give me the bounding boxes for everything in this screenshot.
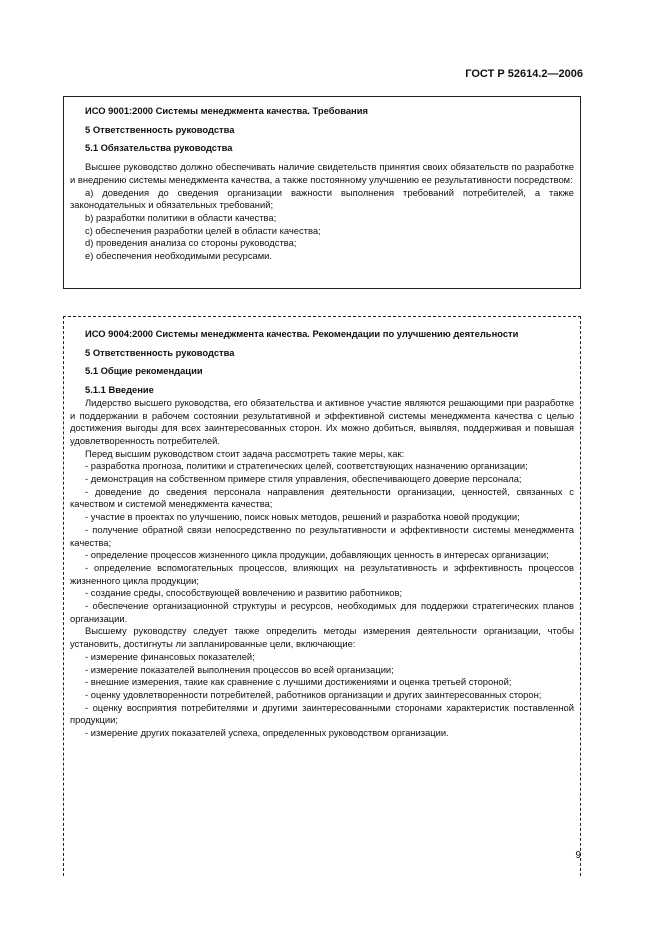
box1-section-heading: 5 Ответственность руководства <box>85 123 235 135</box>
box2-paragraph-measures-intro: Перед высшим руководством стоит задача рассмотреть такие меры, как: <box>85 447 405 459</box>
measure-item: - определение вспомогательных процессов, влияющих на результативность и эффективность процессов жизненного цикла продукции; <box>70 561 574 586</box>
box2-paragraph-methods-intro: Высшему руководству следует также определить методы измерения деятельности организации, чтобы установить, достигнуты ли запланированные цели, включающие: <box>70 625 574 650</box>
box2-section-heading: 5 Ответственность руководства <box>85 346 235 358</box>
method-item: - оценку удовлетворенности потребителей, работников организации и других заинтересованных сторон; <box>85 688 542 700</box>
box2-title: ИСО 9004:2000 Системы менеджмента качества. Рекомендации по улучшению деятельности <box>85 328 519 339</box>
method-item: - измерение показателей выполнения процессов во всей организации; <box>85 663 394 675</box>
box2-subsection-heading: 5.1 Общие рекомендации <box>85 365 203 377</box>
box1-title: ИСО 9001:2000 Системы менеджмента качества. Требования <box>85 105 368 116</box>
measure-item: - определение процессов жизненного цикла продукции, добавляющих ценность в интересах организации; <box>85 549 549 561</box>
box1-item-c: c) обеспечения разработки целей в области качества; <box>85 224 321 236</box>
measure-item: - демонстрация на собственном примере стиля управления, обеспечивающего доверие персонала; <box>85 473 522 485</box>
iso-9004-box <box>63 316 581 876</box>
measure-item: - обеспечение организационной структуры и ресурсов, необходимых для поддержки стратегических планов организации. <box>70 600 574 624</box>
page-number: 9 <box>575 850 581 861</box>
method-item: - внешние измерения, такие как сравнение с лучшими достижениями и оценка третьей стороной; <box>85 676 512 688</box>
document-code: ГОСТ Р 52614.2—2006 <box>465 68 583 80</box>
measure-item: - доведение до сведения персонала направления деятельности организации, ценностей, связанных с качеством и системой менеджмента качества; <box>70 485 574 510</box>
box1-item-b: b) разработки политики в области качества; <box>85 211 277 223</box>
method-item: - оценку восприятия потребителями и другими заинтересованными сторонами характеристик поставленной продукции; <box>70 701 574 726</box>
iso-9001-box <box>63 96 581 289</box>
box1-item-e: e) обеспечения необходимыми ресурсами. <box>85 250 273 262</box>
box2-paragraph-leadership: Лидерство высшего руководства, его обязательства и активное участие являются решающими при разработке и поддержании в рабочем состоянии результативной и эффективной системы менеджмента качества с целью достижения выгоды для всех заинтересованных сторон. Их можно добиться, выявляя, поддерживая и повышая удовлетворенность потребителей. <box>70 396 574 446</box>
box1-intro: Высшее руководство должно обеспечивать наличие свидетельств принятия своих обязательств по разработке и внедрению системы менеджмента качества, а также постоянному улучшению ее результативности посредством: <box>70 161 574 185</box>
measure-item: - создание среды, способствующей вовлечению и развитию работников; <box>85 587 403 599</box>
measure-item: - разработка прогноза, политики и стратегических целей, соответствующих назначению организации; <box>85 460 528 472</box>
box2-subsubsection-heading: 5.1.1 Введение <box>85 384 154 396</box>
box1-item-a: a) доведения до сведения организации важности выполнения требований потребителей, а также законодательных и обязательных требований; <box>70 186 574 211</box>
method-item: - измерение финансовых показателей; <box>85 650 255 662</box>
measure-item: - получение обратной связи непосредственно по результативности и эффективности системы менеджмента качества; <box>70 523 574 548</box>
box1-subsection-heading: 5.1 Обязательства руководства <box>85 142 233 154</box>
method-item: - измерение других показателей успеха, определенных руководством организации. <box>85 727 449 739</box>
box1-item-d: d) проведения анализа со стороны руководства; <box>85 237 297 249</box>
measure-item: - участие в проектах по улучшению, поиск новых методов, решений и разработка новой продукции; <box>85 511 520 523</box>
